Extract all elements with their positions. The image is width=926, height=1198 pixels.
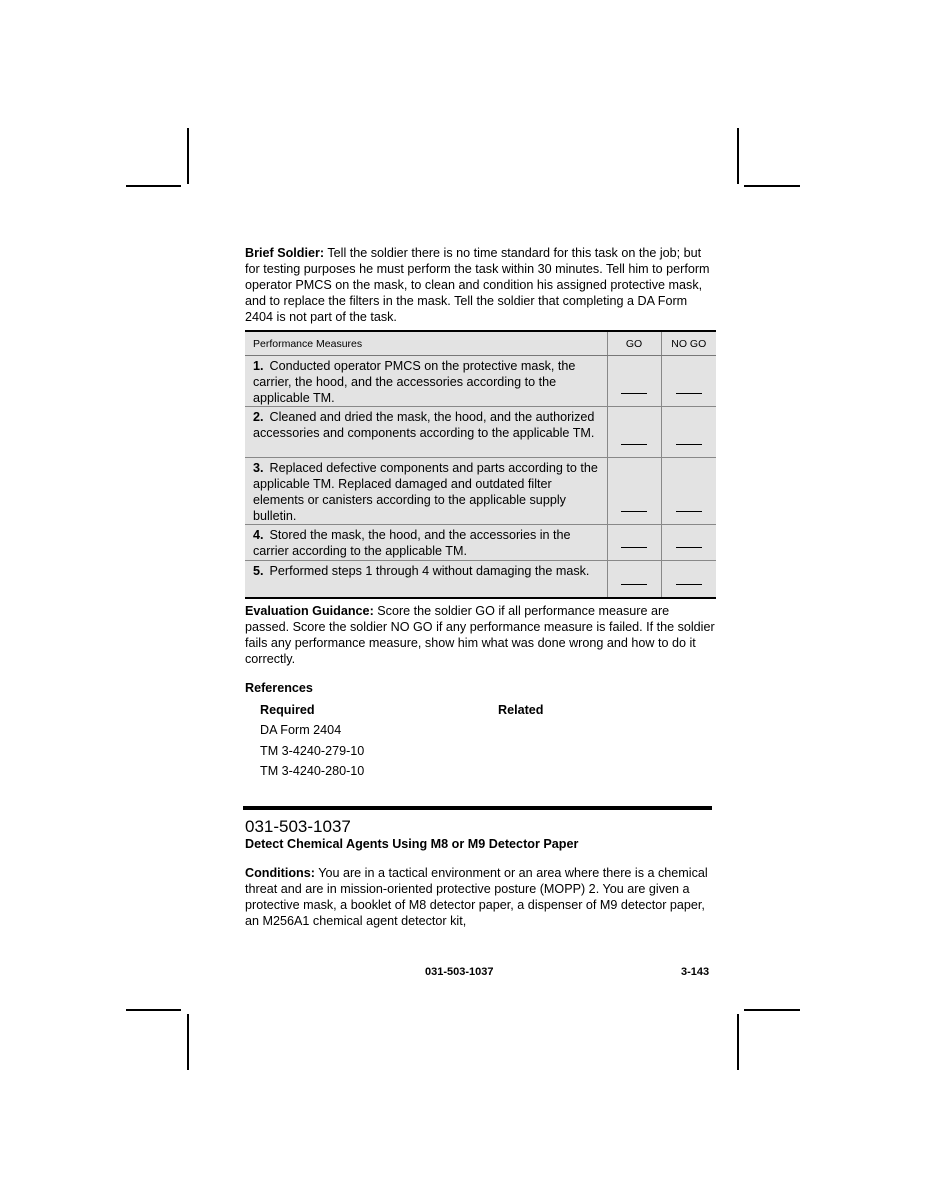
table-header-row bbox=[245, 331, 716, 356]
measure-cell bbox=[245, 525, 607, 561]
crop-mark-top-left-vertical bbox=[187, 128, 189, 184]
go-blank bbox=[621, 392, 647, 394]
nogo-cell[interactable] bbox=[661, 561, 716, 598]
task-title: Detect Chemical Agents Using M8 or M9 Detector Paper bbox=[245, 837, 579, 851]
nogo-cell[interactable] bbox=[661, 407, 716, 458]
required-column bbox=[260, 700, 364, 782]
related-heading: Related bbox=[498, 702, 544, 717]
footer-page-number: 3-143 bbox=[681, 966, 710, 978]
crop-mark-bottom-right-horizontal bbox=[744, 1009, 800, 1011]
measure-cell bbox=[245, 458, 607, 525]
crop-mark-bottom-left-vertical bbox=[187, 1014, 189, 1070]
go-blank bbox=[621, 510, 647, 512]
nogo-cell[interactable] bbox=[661, 356, 716, 407]
nogo-blank bbox=[676, 443, 702, 445]
nogo-blank bbox=[676, 583, 702, 585]
measure-number: 3. bbox=[253, 461, 264, 475]
brief-soldier-text: Tell the soldier there is no time standard for this task on the job; but for testing purposes he must perform the task within 30 minutes. Tell him to perform operator PMCS on the mask, to clean and condition his assigned protective mask, and to replace the filters in the mask. Tell the soldier that completing a DA Form 2404 is not part of the task. bbox=[245, 246, 710, 324]
table-row bbox=[245, 407, 716, 458]
go-cell[interactable] bbox=[607, 458, 661, 525]
evaluation-guidance-paragraph bbox=[245, 603, 715, 667]
crop-mark-top-right-vertical bbox=[737, 128, 739, 184]
crop-mark-top-left-horizontal bbox=[126, 185, 181, 187]
measure-cell bbox=[245, 561, 607, 598]
required-heading: Required bbox=[260, 702, 315, 717]
measure-number: 5. bbox=[253, 564, 264, 578]
table-row bbox=[245, 458, 716, 525]
go-blank bbox=[621, 546, 647, 548]
nogo-cell[interactable] bbox=[661, 525, 716, 561]
evaluation-guidance-label: Evaluation Guidance: bbox=[245, 603, 374, 618]
reference-item: TM 3-4240-280-10 bbox=[260, 764, 365, 778]
measure-text: Cleaned and dried the mask, the hood, and the authorized accessories and components according to the applicable TM. bbox=[253, 410, 595, 440]
header-go: GO bbox=[607, 331, 661, 356]
nogo-blank bbox=[676, 510, 702, 512]
crop-mark-top-right-horizontal bbox=[744, 185, 800, 187]
table-row bbox=[245, 561, 716, 598]
measure-number: 1. bbox=[253, 359, 264, 373]
conditions-paragraph bbox=[245, 865, 713, 929]
nogo-blank bbox=[676, 546, 702, 548]
header-performance-measures: Performance Measures bbox=[245, 331, 607, 356]
reference-item: TM 3-4240-279-10 bbox=[260, 743, 365, 758]
page-content bbox=[245, 245, 715, 780]
measure-cell bbox=[245, 407, 607, 458]
conditions-label: Conditions: bbox=[245, 866, 315, 880]
go-cell[interactable] bbox=[607, 561, 661, 598]
references-section bbox=[245, 680, 715, 780]
evaluation-guidance-text: Score the soldier GO if all performance measure are passed. Score the soldier NO GO if any performance measure is failed. If the soldier fails any performance measure, show him what was done wrong and how to do it correctly. bbox=[245, 603, 715, 666]
brief-soldier-label: Brief Soldier: bbox=[245, 246, 325, 260]
conditions-text: You are in a tactical environment or an area where there is a chemical threat and are in mission-oriented protective posture (MOPP) 2. You are given a protective mask, a booklet of M8 detector paper, a dispenser of M9 detector paper, an M256A1 chemical agent detector kit, bbox=[245, 866, 708, 928]
crop-mark-bottom-right-vertical bbox=[737, 1014, 739, 1070]
nogo-cell[interactable] bbox=[661, 458, 716, 525]
go-cell[interactable] bbox=[607, 525, 661, 561]
go-cell[interactable] bbox=[607, 407, 661, 458]
go-cell[interactable] bbox=[607, 356, 661, 407]
section-divider bbox=[243, 806, 712, 810]
go-blank bbox=[621, 583, 647, 585]
measure-text: Performed steps 1 through 4 without damaging the mask. bbox=[269, 564, 590, 578]
measure-number: 4. bbox=[253, 528, 264, 542]
measure-text: Stored the mask, the hood, and the accessories in the carrier according to the applicable TM. bbox=[253, 528, 571, 558]
references-columns bbox=[245, 700, 715, 780]
go-blank bbox=[621, 443, 647, 445]
footer-task-number: 031-503-1037 bbox=[425, 966, 494, 978]
measure-text: Replaced defective components and parts according to the applicable TM. Replaced damaged and outdated filter elements or canisters according to the applicable supply bulletin. bbox=[253, 461, 598, 523]
performance-measures-table bbox=[245, 330, 716, 599]
task-number: 031-503-1037 bbox=[245, 817, 351, 836]
table-row bbox=[245, 525, 716, 561]
table-row bbox=[245, 356, 716, 407]
measure-number: 2. bbox=[253, 410, 264, 424]
reference-item: DA Form 2404 bbox=[260, 723, 342, 737]
brief-soldier-paragraph bbox=[245, 245, 715, 325]
nogo-blank bbox=[676, 392, 702, 394]
crop-mark-bottom-left-horizontal bbox=[126, 1009, 181, 1011]
references-title: References bbox=[245, 680, 313, 695]
measure-text: Conducted operator PMCS on the protective mask, the carrier, the hood, and the accessories according to the applicable TM. bbox=[253, 359, 576, 405]
header-no-go: NO GO bbox=[661, 331, 716, 356]
measure-cell bbox=[245, 356, 607, 407]
